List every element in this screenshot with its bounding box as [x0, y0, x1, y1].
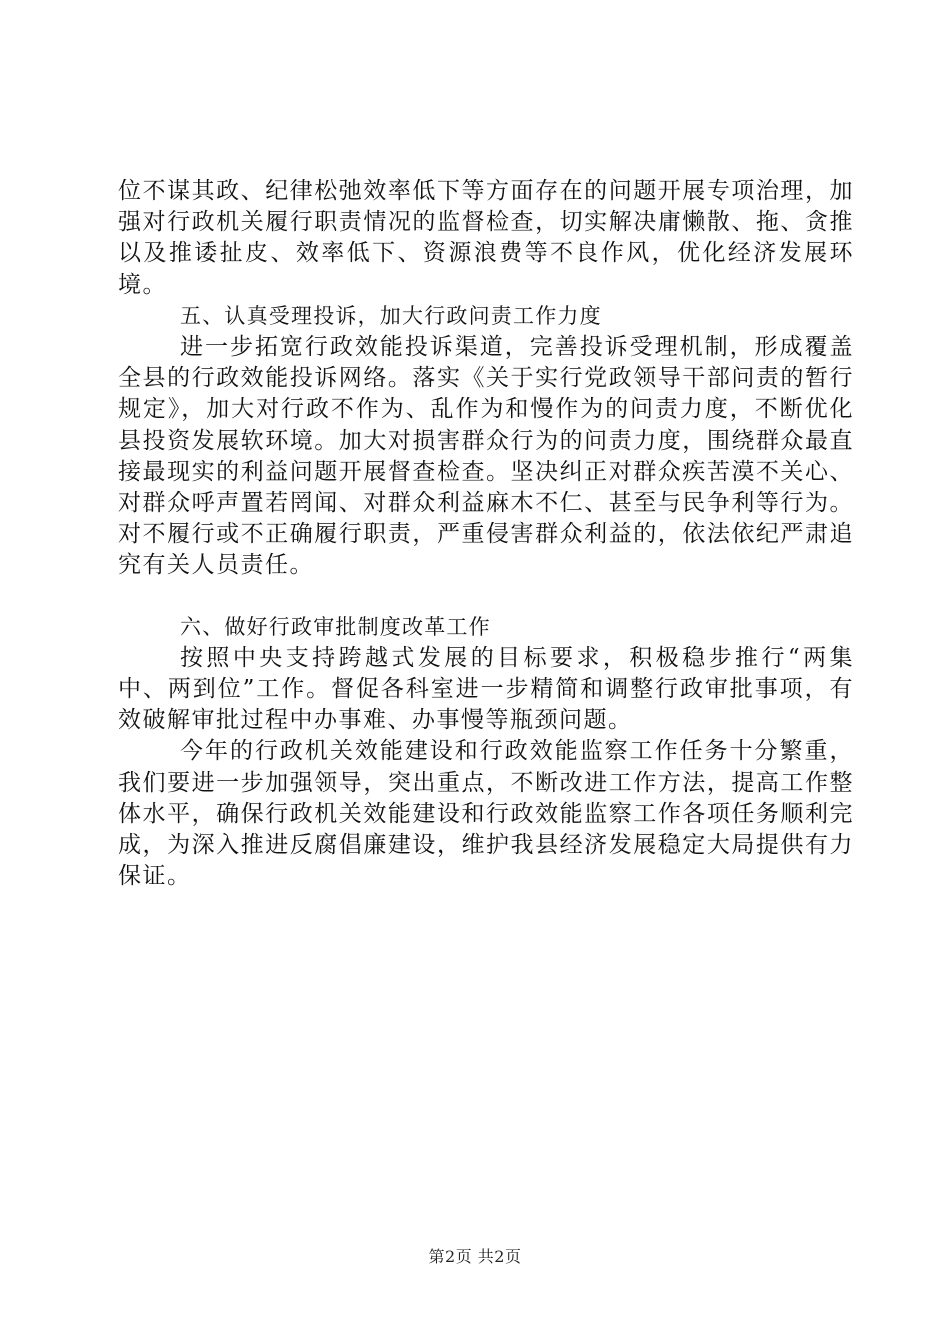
- body-paragraph-approval-reform: 按照中央支持跨越式发展的目标要求，积极稳步推行“两集中、两到位”工作。督促各科室进一步精简和调整行政审批事项，有效破解审批过程中办事难、办事慢等瓶颈问题。: [118, 644, 854, 734]
- document-body: [118, 176, 854, 892]
- page-number-footer: 第2页 共2页: [428, 1247, 522, 1266]
- body-paragraph-continuation: 位不谋其政、纪律松弛效率低下等方面存在的问题开展专项治理，加强对行政机关履行职责情况的监督检查，切实解决庸懒散、拖、贪推以及推诿扯皮、效率低下、资源浪费等不良作风，优化经济发展环境。: [118, 178, 854, 298]
- section-heading-5: 五、认真受理投诉，加大行政问责工作力度: [180, 303, 602, 328]
- body-paragraph-conclusion: 今年的行政机关效能建设和行政效能监察工作任务十分繁重，我们要进一步加强领导，突出重点，不断改进工作方法，提高工作整体水平，确保行政机关效能建设和行政效能监察工作各项任务顺利完成，为深入推进反腐倡廉建设，维护我县经济发展稳定大局提供有力保证。: [118, 738, 854, 890]
- body-paragraph-complaints: 进一步拓宽行政效能投诉渠道，完善投诉受理机制，形成覆盖全县的行政效能投诉网络。落实《关于实行党政领导干部问责的暂行规定》，加大对行政不作为、乱作为和慢作为的问责力度，不断优化县投资发展软环境。加大对损害群众行为的问责力度，围绕群众最直接最现实的利益问题开展督查检查。坚决纠正对群众疾苦漠不关心、对群众呼声置若罔闻、对群众利益麻木不仁、甚至与民争利等行为。对不履行或不正确履行职责，严重侵害群众利益的，依法依纪严肃追究有关人员责任。: [118, 334, 854, 579]
- section-heading-6: 六、做好行政审批制度改革工作: [180, 614, 491, 639]
